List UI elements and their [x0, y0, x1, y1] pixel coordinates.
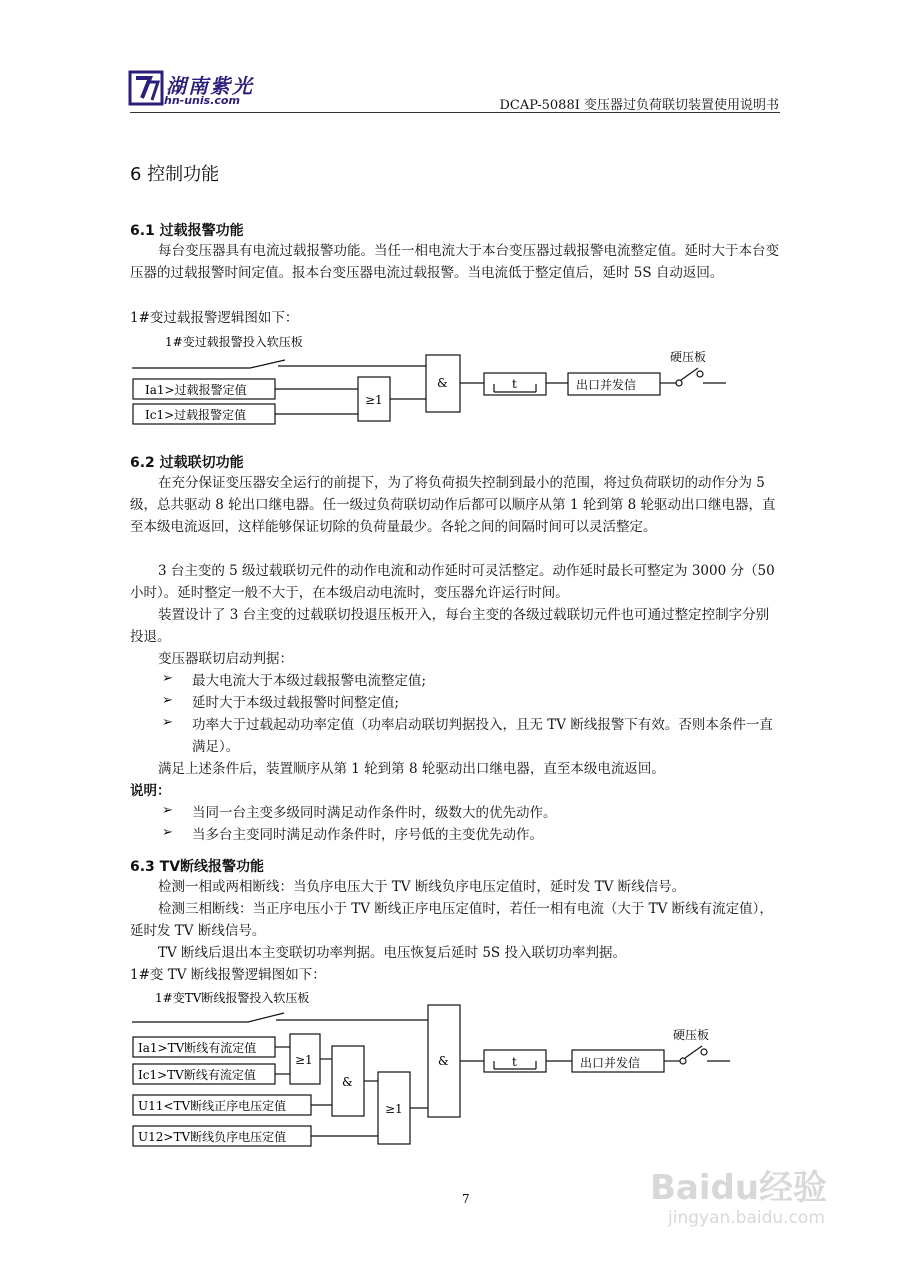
- tv-output: 出口并发信: [580, 1056, 641, 1070]
- s62-paragraph-1: 在充分保证变压器安全运行的前提下，为了将负荷损失控制到最小的范围，将过负荷联切的动作分为 5 级，总共驱动 8 轮出口继电器。任一级过负荷联切动作后都可以顺序从第 1 轮到第 8 轮驱动出口继电器，直至本级电流返回，这样能够保证切除的负荷量最少。各轮之间的间隔时间可以灵活整定。: [130, 475, 776, 535]
- section-title: 6 控制功能: [130, 164, 220, 185]
- header-divider: [130, 112, 780, 113]
- overload-enable-label: 1#变过载报警投入软压板: [165, 335, 303, 349]
- tv-enable-label: 1#变TV断线报警投入软压板: [155, 991, 310, 1005]
- criteria-item: 最大电流大于本级过载报警电流整定值;: [192, 673, 427, 689]
- logo-text: 湖南紫光: [166, 74, 254, 98]
- overload-timer: t: [512, 377, 517, 391]
- s62-paragraph-2: 3 台主变的 5 级过载联切元件的动作电流和动作延时可灵活整定。动作延时最长可整定为 3000 分（50 小时）。延时整定一般不大于，在本级启动电流时，变压器允许运行时间。: [130, 563, 775, 601]
- logo-icon: [128, 68, 168, 108]
- company-logo: [128, 68, 288, 110]
- heading-6-2: 6.2 过载联切功能: [130, 455, 244, 471]
- watermark-brand: Baidu经验: [650, 1168, 828, 1208]
- bullet-icon: ➢: [162, 803, 173, 818]
- tv-input-ia1: Ia1>TV断线有流定值: [138, 1041, 257, 1055]
- heading-6-1: 6.1 过载报警功能: [130, 223, 244, 239]
- overload-or-gate: ≥1: [365, 393, 383, 407]
- overload-and-gate: &: [437, 376, 448, 390]
- tv-or-gate-2: ≥1: [385, 1102, 403, 1116]
- bullet-icon: ➢: [162, 715, 173, 730]
- s63-paragraph-2: 检测三相断线：当正序电压小于 TV 断线正序电压定值时，若任一相有电流（大于 TV 断线有流定值），延时发 TV 断线信号。: [130, 901, 773, 939]
- s63-diagram-caption: 1#变 TV 断线报警逻辑图如下：: [130, 967, 326, 983]
- overload-output: 出口并发信: [576, 378, 637, 392]
- tv-and-gate-2: &: [438, 1054, 449, 1068]
- note-title: 说明：: [130, 783, 171, 799]
- tv-input-u11: U11<TV断线正序电压定值: [138, 1099, 287, 1113]
- watermark-url: jingyan.baidu.com: [668, 1208, 825, 1228]
- s62-paragraph-3: 装置设计了 3 台主变的过载联切投退压板开入，每台主变的各级过载联切元件也可通过整定控制字分别投退。: [130, 607, 770, 645]
- s62-paragraph-4: 变压器联切启动判据：: [158, 651, 293, 667]
- overload-alarm-logic-diagram: [0, 328, 905, 438]
- tv-break-alarm-logic-diagram: [0, 985, 905, 1155]
- criteria-item: 功率大于过载起动功率定值（功率启动联切判据投入，且无 TV 断线报警下有效。否则本条件一直满足）。: [192, 717, 773, 755]
- logo-url: hn-unis.com: [164, 94, 240, 107]
- criteria-item: 延时大于本级过载报警时间整定值;: [192, 695, 400, 711]
- tv-timer: t: [512, 1055, 517, 1069]
- overload-hard-plate: 硬压板: [670, 350, 707, 364]
- page-number: 7: [462, 1192, 470, 1206]
- overload-input-ia1: Ia1>过载报警定值: [145, 383, 247, 397]
- s63-paragraph-1: 检测一相或两相断线：当负序电压大于 TV 断线负序电压定值时，延时发 TV 断线信号。: [158, 879, 686, 895]
- overload-input-ic1: Ic1>过载报警定值: [145, 408, 247, 422]
- tv-and-gate-1: &: [342, 1075, 353, 1089]
- s61-paragraph: 每台变压器具有电流过载报警功能。当任一相电流大于本台变压器过载报警电流整定值。延时大于本台变压器的过载报警时间定值。报本台变压器电流过载报警。当电流低于整定值后，延时 5S 自动返回。: [130, 243, 779, 281]
- tv-input-ic1: Ic1>TV断线有流定值: [138, 1068, 256, 1082]
- bullet-icon: ➢: [162, 825, 173, 840]
- s62-paragraph-5: 满足上述条件后，装置顺序从第 1 轮到第 8 轮驱动出口继电器，直至本级电流返回。: [158, 761, 665, 777]
- document-title: DCAP-5088I 变压器过负荷联切装置使用说明书: [499, 98, 779, 113]
- tv-or-gate-1: ≥1: [295, 1053, 313, 1067]
- s63-paragraph-3: TV 断线后退出本主变联切功率判据。电压恢复后延时 5S 投入联切功率判据。: [158, 945, 626, 961]
- bullet-icon: ➢: [162, 693, 173, 708]
- tv-input-u12: U12>TV断线负序电压定值: [138, 1130, 287, 1144]
- s61-diagram-caption: 1#变过载报警逻辑图如下：: [130, 310, 299, 326]
- bullet-icon: ➢: [162, 671, 173, 686]
- tv-hard-plate: 硬压板: [673, 1028, 710, 1042]
- note-item: 当多台主变同时满足动作条件时，序号低的主变优先动作。: [192, 827, 543, 843]
- note-item: 当同一台主变多级同时满足动作条件时，级数大的优先动作。: [192, 805, 557, 821]
- heading-6-3: 6.3 TV断线报警功能: [130, 859, 265, 875]
